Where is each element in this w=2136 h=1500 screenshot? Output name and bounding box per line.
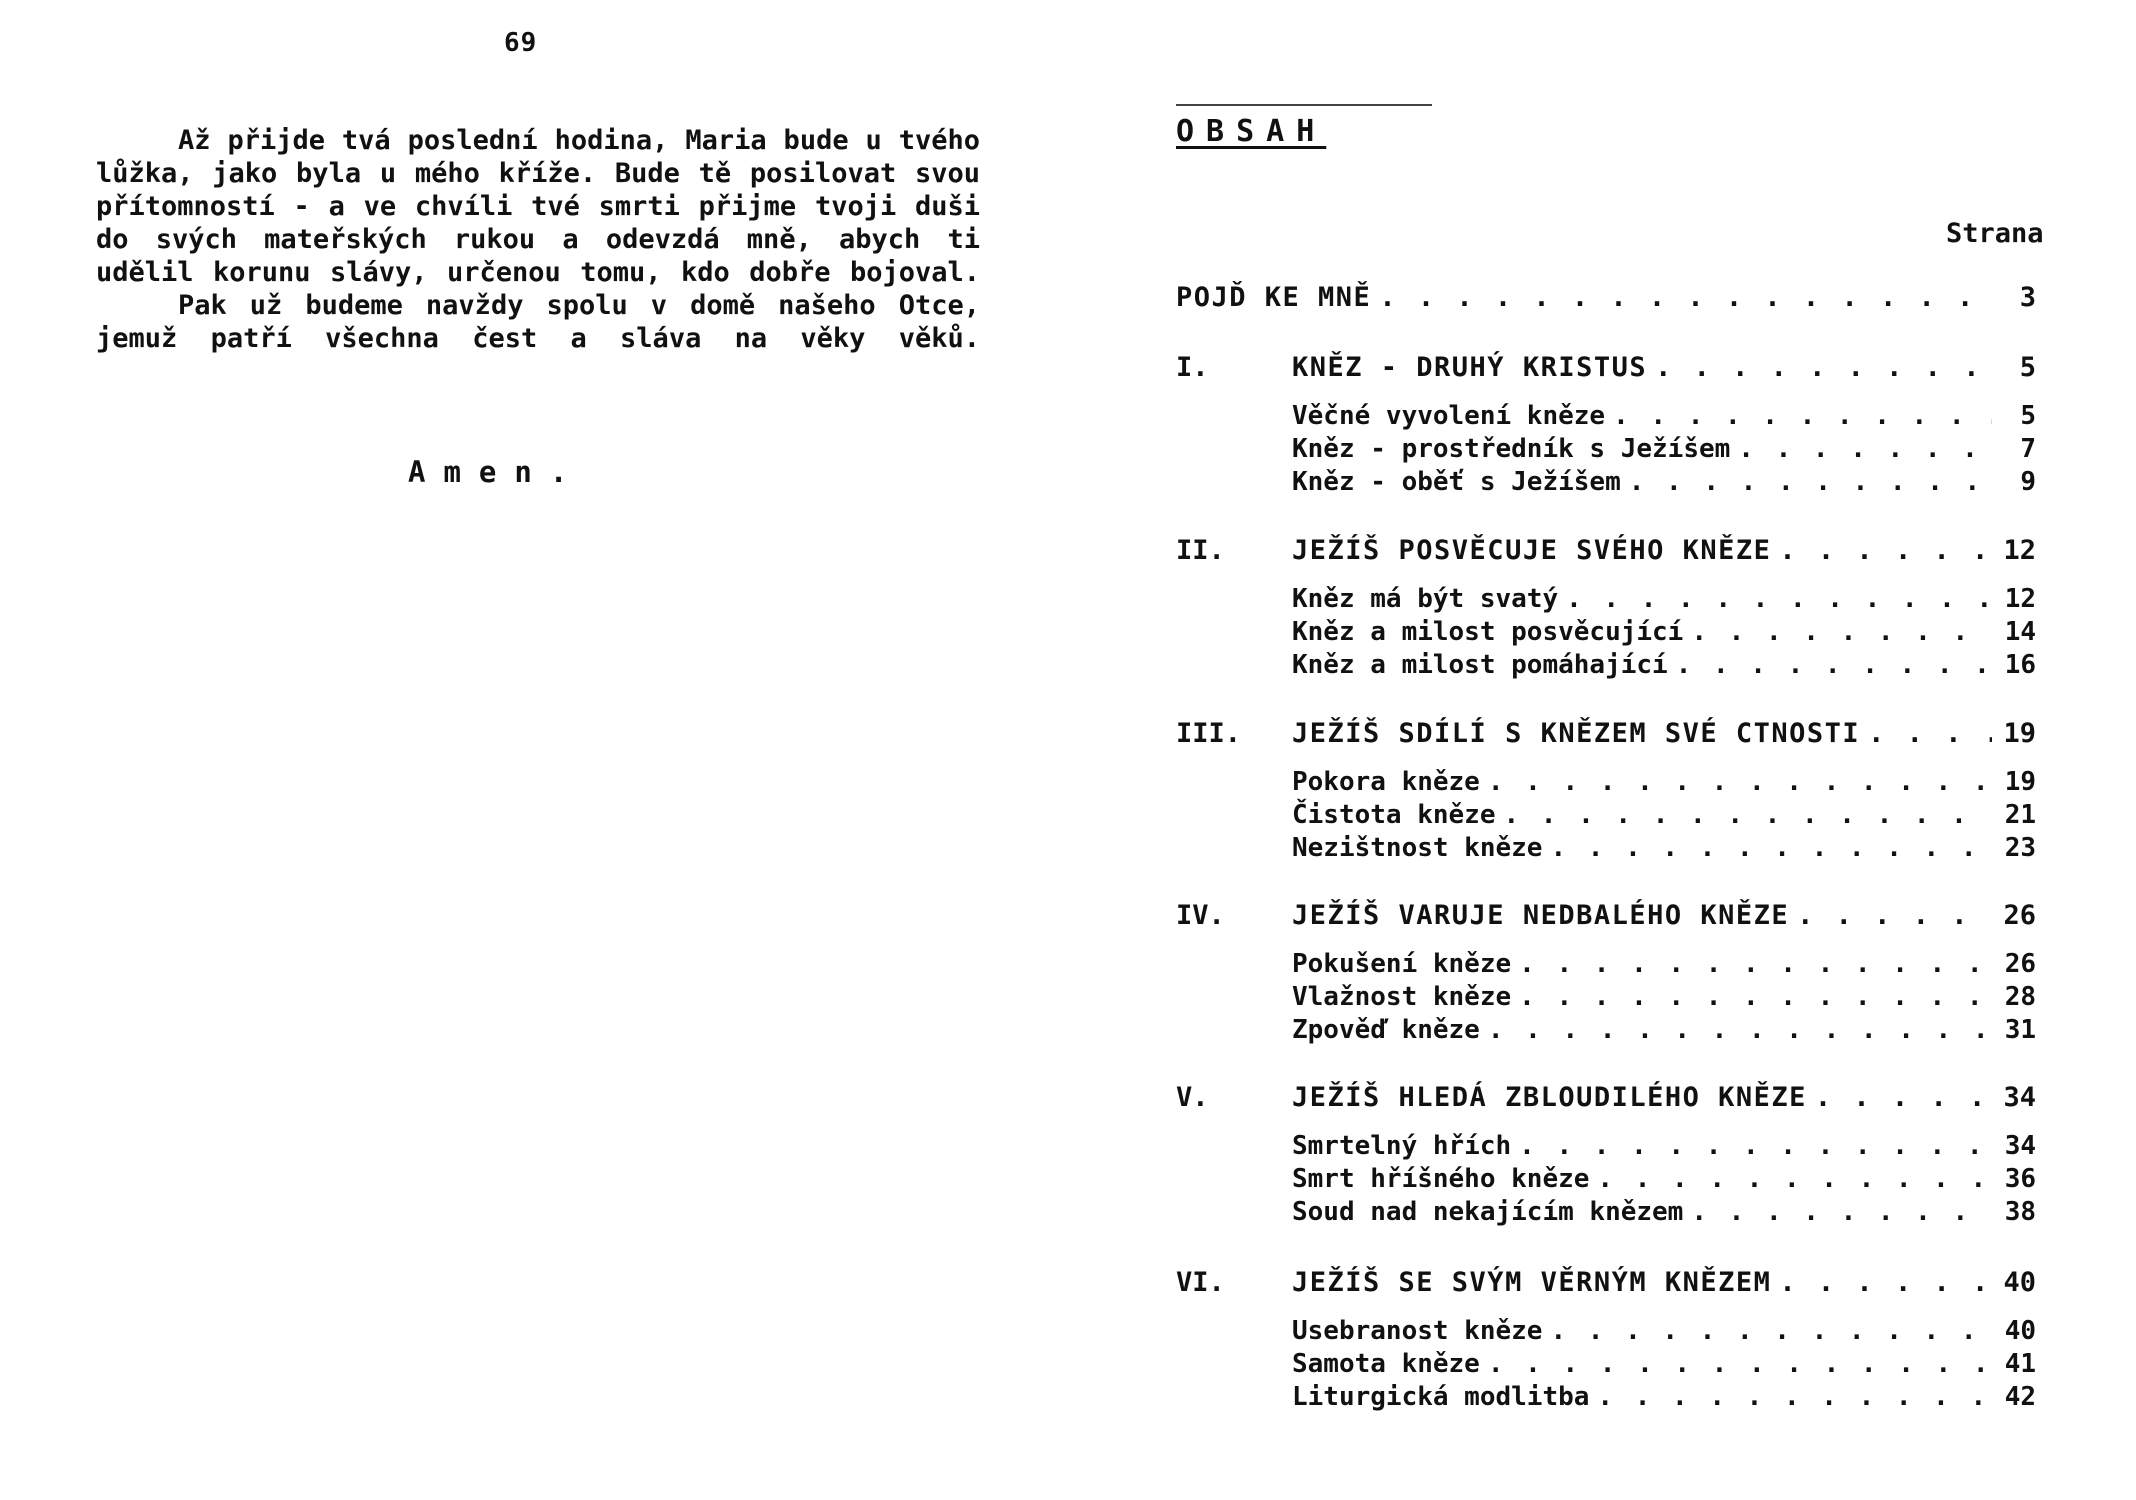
toc-section-entry[interactable] <box>1292 1382 2036 1412</box>
toc-section-entry[interactable] <box>1292 1197 2036 1227</box>
dot-leader <box>1488 767 1992 797</box>
page-number: 69 <box>504 28 538 58</box>
toc-section-page: 26 <box>2004 949 2036 979</box>
dot-leader <box>1597 1164 1992 1194</box>
toc-section-title: Vlažnost kněze <box>1292 982 1512 1012</box>
toc-chapter-title: JEŽÍŠ HLEDÁ ZBLOUDILÉHO KNĚZE <box>1292 1082 1807 1113</box>
toc-chapter-number: I. <box>1176 352 1209 383</box>
dot-leader <box>1613 401 1992 431</box>
toc-entry-title: POJĎ KE MNĚ <box>1176 282 1372 313</box>
toc-section-page: 21 <box>2004 800 2036 830</box>
page-column-label: Strana <box>1946 218 2044 249</box>
toc-heading: OBSAH <box>1176 114 1327 149</box>
toc-section-entry[interactable] <box>1292 1349 2036 1379</box>
toc-chapter-page: 34 <box>2003 1082 2036 1113</box>
toc-section-title: Samota kněze <box>1292 1349 1480 1379</box>
toc-section-page: 36 <box>2004 1164 2036 1194</box>
dot-leader <box>1504 800 1993 830</box>
dot-leader <box>1488 1015 1992 1045</box>
toc-section-entry[interactable] <box>1292 1316 2036 1346</box>
toc-section-entry[interactable] <box>1292 1015 2036 1045</box>
toc-chapter-entry[interactable] <box>1176 352 2036 383</box>
toc-section-page: 28 <box>2004 982 2036 1012</box>
dot-leader <box>1488 1349 1992 1379</box>
dot-leader <box>1676 650 1992 680</box>
toc-section-title: Pokušení kněze <box>1292 949 1512 979</box>
toc-section-title: Usebranost kněze <box>1292 1316 1543 1346</box>
toc-chapter-page: 40 <box>2003 1267 2036 1298</box>
dot-leader <box>1519 982 1992 1012</box>
toc-chapter-entry[interactable] <box>1176 900 2036 931</box>
toc-section-entry[interactable] <box>1292 767 2036 797</box>
dot-leader <box>1779 1267 1992 1298</box>
dot-leader <box>1566 584 1992 614</box>
toc-section-page: 42 <box>2004 1382 2036 1412</box>
toc-section-entry[interactable] <box>1292 833 2036 863</box>
toc-chapter-entry[interactable] <box>1176 535 2036 566</box>
toc-section-page: 40 <box>2004 1316 2036 1346</box>
toc-section-title: Kněz - prostředník s Ježíšem <box>1292 434 1731 464</box>
toc-section-title: Smrtelný hřích <box>1292 1131 1512 1161</box>
toc-section-title: Nezištnost kněze <box>1292 833 1543 863</box>
toc-section-entry[interactable] <box>1292 617 2036 647</box>
toc-section-entry[interactable] <box>1292 1131 2036 1161</box>
paragraph: Pak už budeme navždy spolu v domě našeho Otce, jemuž patří všechna čest a sláva na věky věků. <box>96 290 980 354</box>
paragraph: Až přijde tvá poslední hodina, Maria bude u tvého lůžka, jako byla u mého kříže. Bude tě posilovat svou přítomností - a ve chvíli tvé smrti přijme tvoji duši do svých mateřských rukou a odevzdá mně, abych ti udělil korunu slávy, určenou tomu, kdo dobře bojoval. <box>96 125 980 288</box>
toc-section-page: 19 <box>2004 767 2036 797</box>
toc-section-entry[interactable] <box>1292 434 2036 464</box>
closing-text <box>96 124 980 355</box>
toc-section-title: Věčné vyvolení kněze <box>1292 401 1606 431</box>
dot-leader <box>1597 1382 1992 1412</box>
toc-section-page: 31 <box>2004 1015 2036 1045</box>
toc-section-page: 5 <box>2020 401 2036 431</box>
dot-leader <box>1868 718 1992 749</box>
dot-leader <box>1797 900 1992 931</box>
toc-section-page: 7 <box>2020 434 2036 464</box>
toc-section-page: 14 <box>2004 617 2036 647</box>
toc-section-entry[interactable] <box>1292 584 2036 614</box>
toc-chapter-title: KNĚZ - DRUHÝ KRISTUS <box>1292 352 1648 383</box>
toc-section-page: 9 <box>2020 467 2036 497</box>
dot-leader <box>1379 282 1992 313</box>
top-rule <box>1176 104 1432 106</box>
toc-chapter-entry[interactable] <box>1176 718 2036 749</box>
toc-chapter-number: IV. <box>1176 900 1225 931</box>
dot-leader <box>1550 1316 1992 1346</box>
toc-section-page: 16 <box>2004 650 2036 680</box>
toc-chapter-page: 12 <box>2003 535 2036 566</box>
toc-section-title: Kněz - oběť s Ježíšem <box>1292 467 1621 497</box>
toc-section-page: 34 <box>2004 1131 2036 1161</box>
toc-chapter-number: V. <box>1176 1082 1209 1113</box>
toc-chapter-page: 19 <box>2003 718 2036 749</box>
toc-chapter-title: JEŽÍŠ POSVĚCUJE SVÉHO KNĚZE <box>1292 535 1772 566</box>
toc-chapter-number: II. <box>1176 535 1225 566</box>
toc-section-entry[interactable] <box>1292 800 2036 830</box>
toc-section-entry[interactable] <box>1292 467 2036 497</box>
dot-leader <box>1815 1082 1992 1113</box>
dot-leader <box>1691 617 1992 647</box>
toc-chapter-page: 26 <box>2003 900 2036 931</box>
toc-section-title: Kněz má být svatý <box>1292 584 1559 614</box>
toc-section-page: 41 <box>2004 1349 2036 1379</box>
toc-chapter-number: VI. <box>1176 1267 1225 1298</box>
toc-chapter-page: 5 <box>2019 352 2036 383</box>
toc-section-page: 23 <box>2004 833 2036 863</box>
dot-leader <box>1519 949 1992 979</box>
toc-chapter-entry[interactable] <box>1176 1082 2036 1113</box>
toc-section-page: 12 <box>2004 584 2036 614</box>
toc-section-title: Kněz a milost pomáhající <box>1292 650 1668 680</box>
toc-entry-page: 3 <box>2019 282 2036 313</box>
dot-leader <box>1691 1197 1992 1227</box>
toc-section-title: Kněz a milost posvěcující <box>1292 617 1684 647</box>
toc-chapter-number: III. <box>1176 718 1242 749</box>
toc-section-entry[interactable] <box>1292 949 2036 979</box>
toc-section-title: Soud nad nekajícím knězem <box>1292 1197 1684 1227</box>
toc-section-page: 38 <box>2004 1197 2036 1227</box>
dot-leader <box>1738 434 1992 464</box>
toc-section-title: Pokora kněze <box>1292 767 1480 797</box>
toc-section-entry[interactable] <box>1292 650 2036 680</box>
closing-word: Amen. <box>408 455 586 489</box>
toc-section-title: Smrt hříšného kněze <box>1292 1164 1590 1194</box>
toc-section-entry[interactable] <box>1292 1164 2036 1194</box>
toc-chapter-title: JEŽÍŠ SE SVÝM VĚRNÝM KNĚZEM <box>1292 1267 1772 1298</box>
dot-leader <box>1519 1131 1992 1161</box>
dot-leader <box>1655 352 1992 383</box>
toc-chapter-entry[interactable] <box>1176 1267 2036 1298</box>
toc-section-title: Zpověď kněze <box>1292 1015 1480 1045</box>
dot-leader <box>1779 535 1992 566</box>
toc-entry-intro[interactable] <box>1176 282 2036 313</box>
dot-leader <box>1629 467 1992 497</box>
toc-chapter-title: JEŽÍŠ VARUJE NEDBALÉHO KNĚZE <box>1292 900 1790 931</box>
toc-chapter-title: JEŽÍŠ SDÍLÍ S KNĚZEM SVÉ CTNOSTI <box>1292 718 1861 749</box>
toc-section-title: Čistota kněze <box>1292 800 1496 830</box>
dot-leader <box>1550 833 1992 863</box>
toc-section-entry[interactable] <box>1292 982 2036 1012</box>
toc-section-entry[interactable] <box>1292 401 2036 431</box>
toc-section-title: Liturgická modlitba <box>1292 1382 1590 1412</box>
